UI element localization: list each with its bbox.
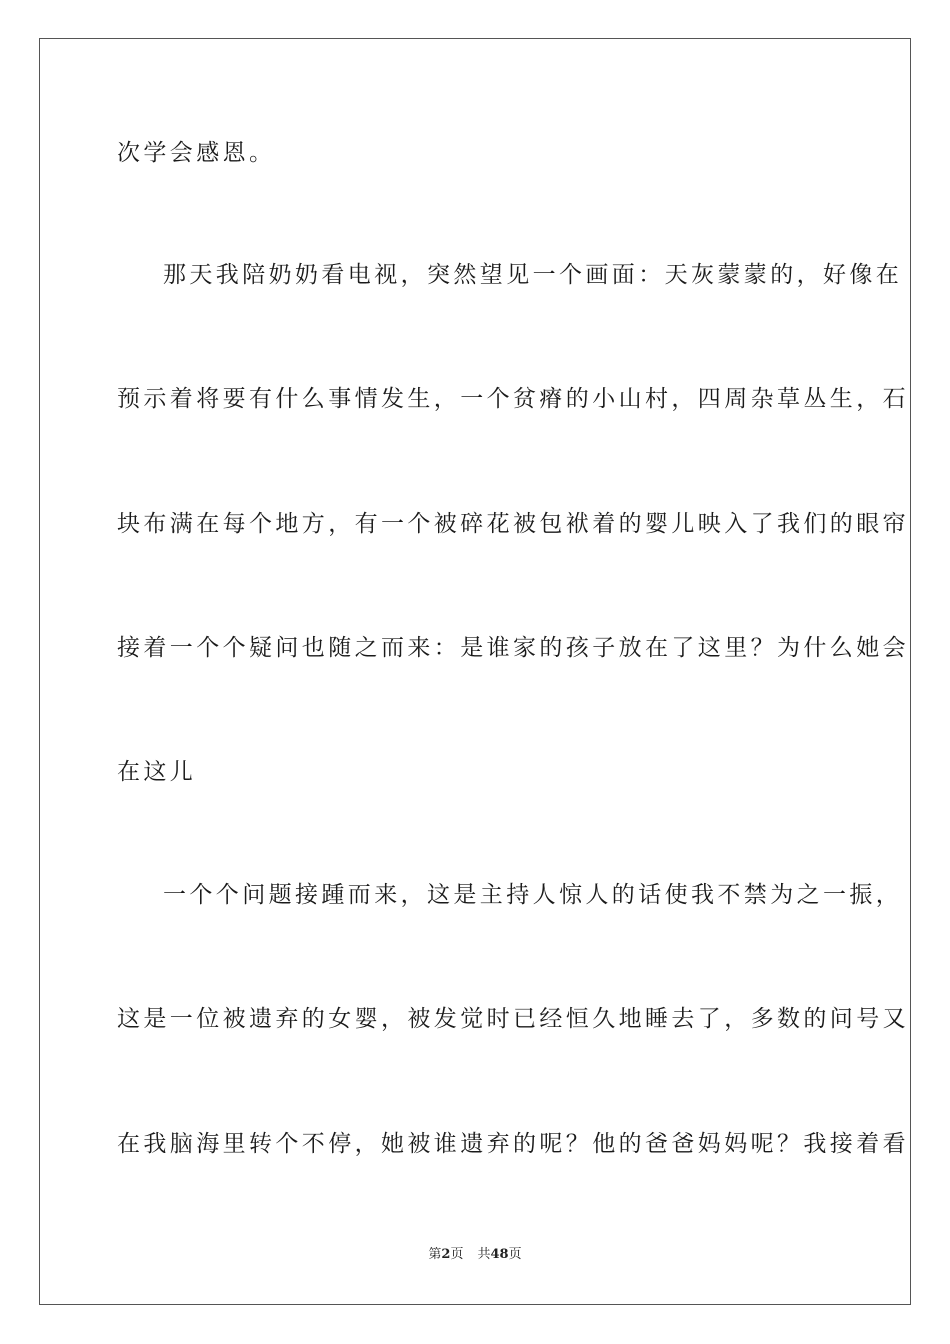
paragraph-2-line-2: 这是一位被遗弃的女婴，被发觉时已经恒久地睡去了，多数的问号又 — [117, 1006, 909, 1032]
total-suffix: 页 — [508, 1247, 522, 1262]
current-page-number: 2 — [441, 1247, 451, 1262]
paragraph-1-line-2: 预示着将要有什么事情发生，一个贫瘠的小山村，四周杂草丛生，石 — [117, 386, 909, 412]
paragraph-2-line-1: 一个个问题接踵而来，这是主持人惊人的话使我不禁为之一振， — [163, 882, 903, 908]
paragraph-2-line-3: 在我脑海里转个不停，她被谁遗弃的呢？他的爸爸妈妈呢？我接着看 — [117, 1131, 909, 1157]
page-border — [39, 38, 911, 1305]
total-prefix: 共 — [477, 1247, 491, 1262]
total-page-count: 48 — [490, 1247, 509, 1262]
paragraph-1-line-4: 接着一个个疑问也随之而来：是谁家的孩子放在了这里？为什么她会 — [117, 635, 909, 661]
paragraph-1-line-5: 在这儿 — [117, 759, 197, 785]
page-prefix: 第 — [428, 1247, 442, 1262]
text-line-1: 次学会感恩。 — [117, 140, 276, 166]
page-suffix: 页 — [450, 1247, 464, 1262]
page-footer — [0, 1247, 950, 1263]
paragraph-1-line-1: 那天我陪奶奶看电视，突然望见一个画面：天灰蒙蒙的，好像在 — [163, 262, 903, 288]
paragraph-1-line-3: 块布满在每个地方，有一个被碎花被包袱着的婴儿映入了我们的眼帘 — [117, 511, 909, 537]
